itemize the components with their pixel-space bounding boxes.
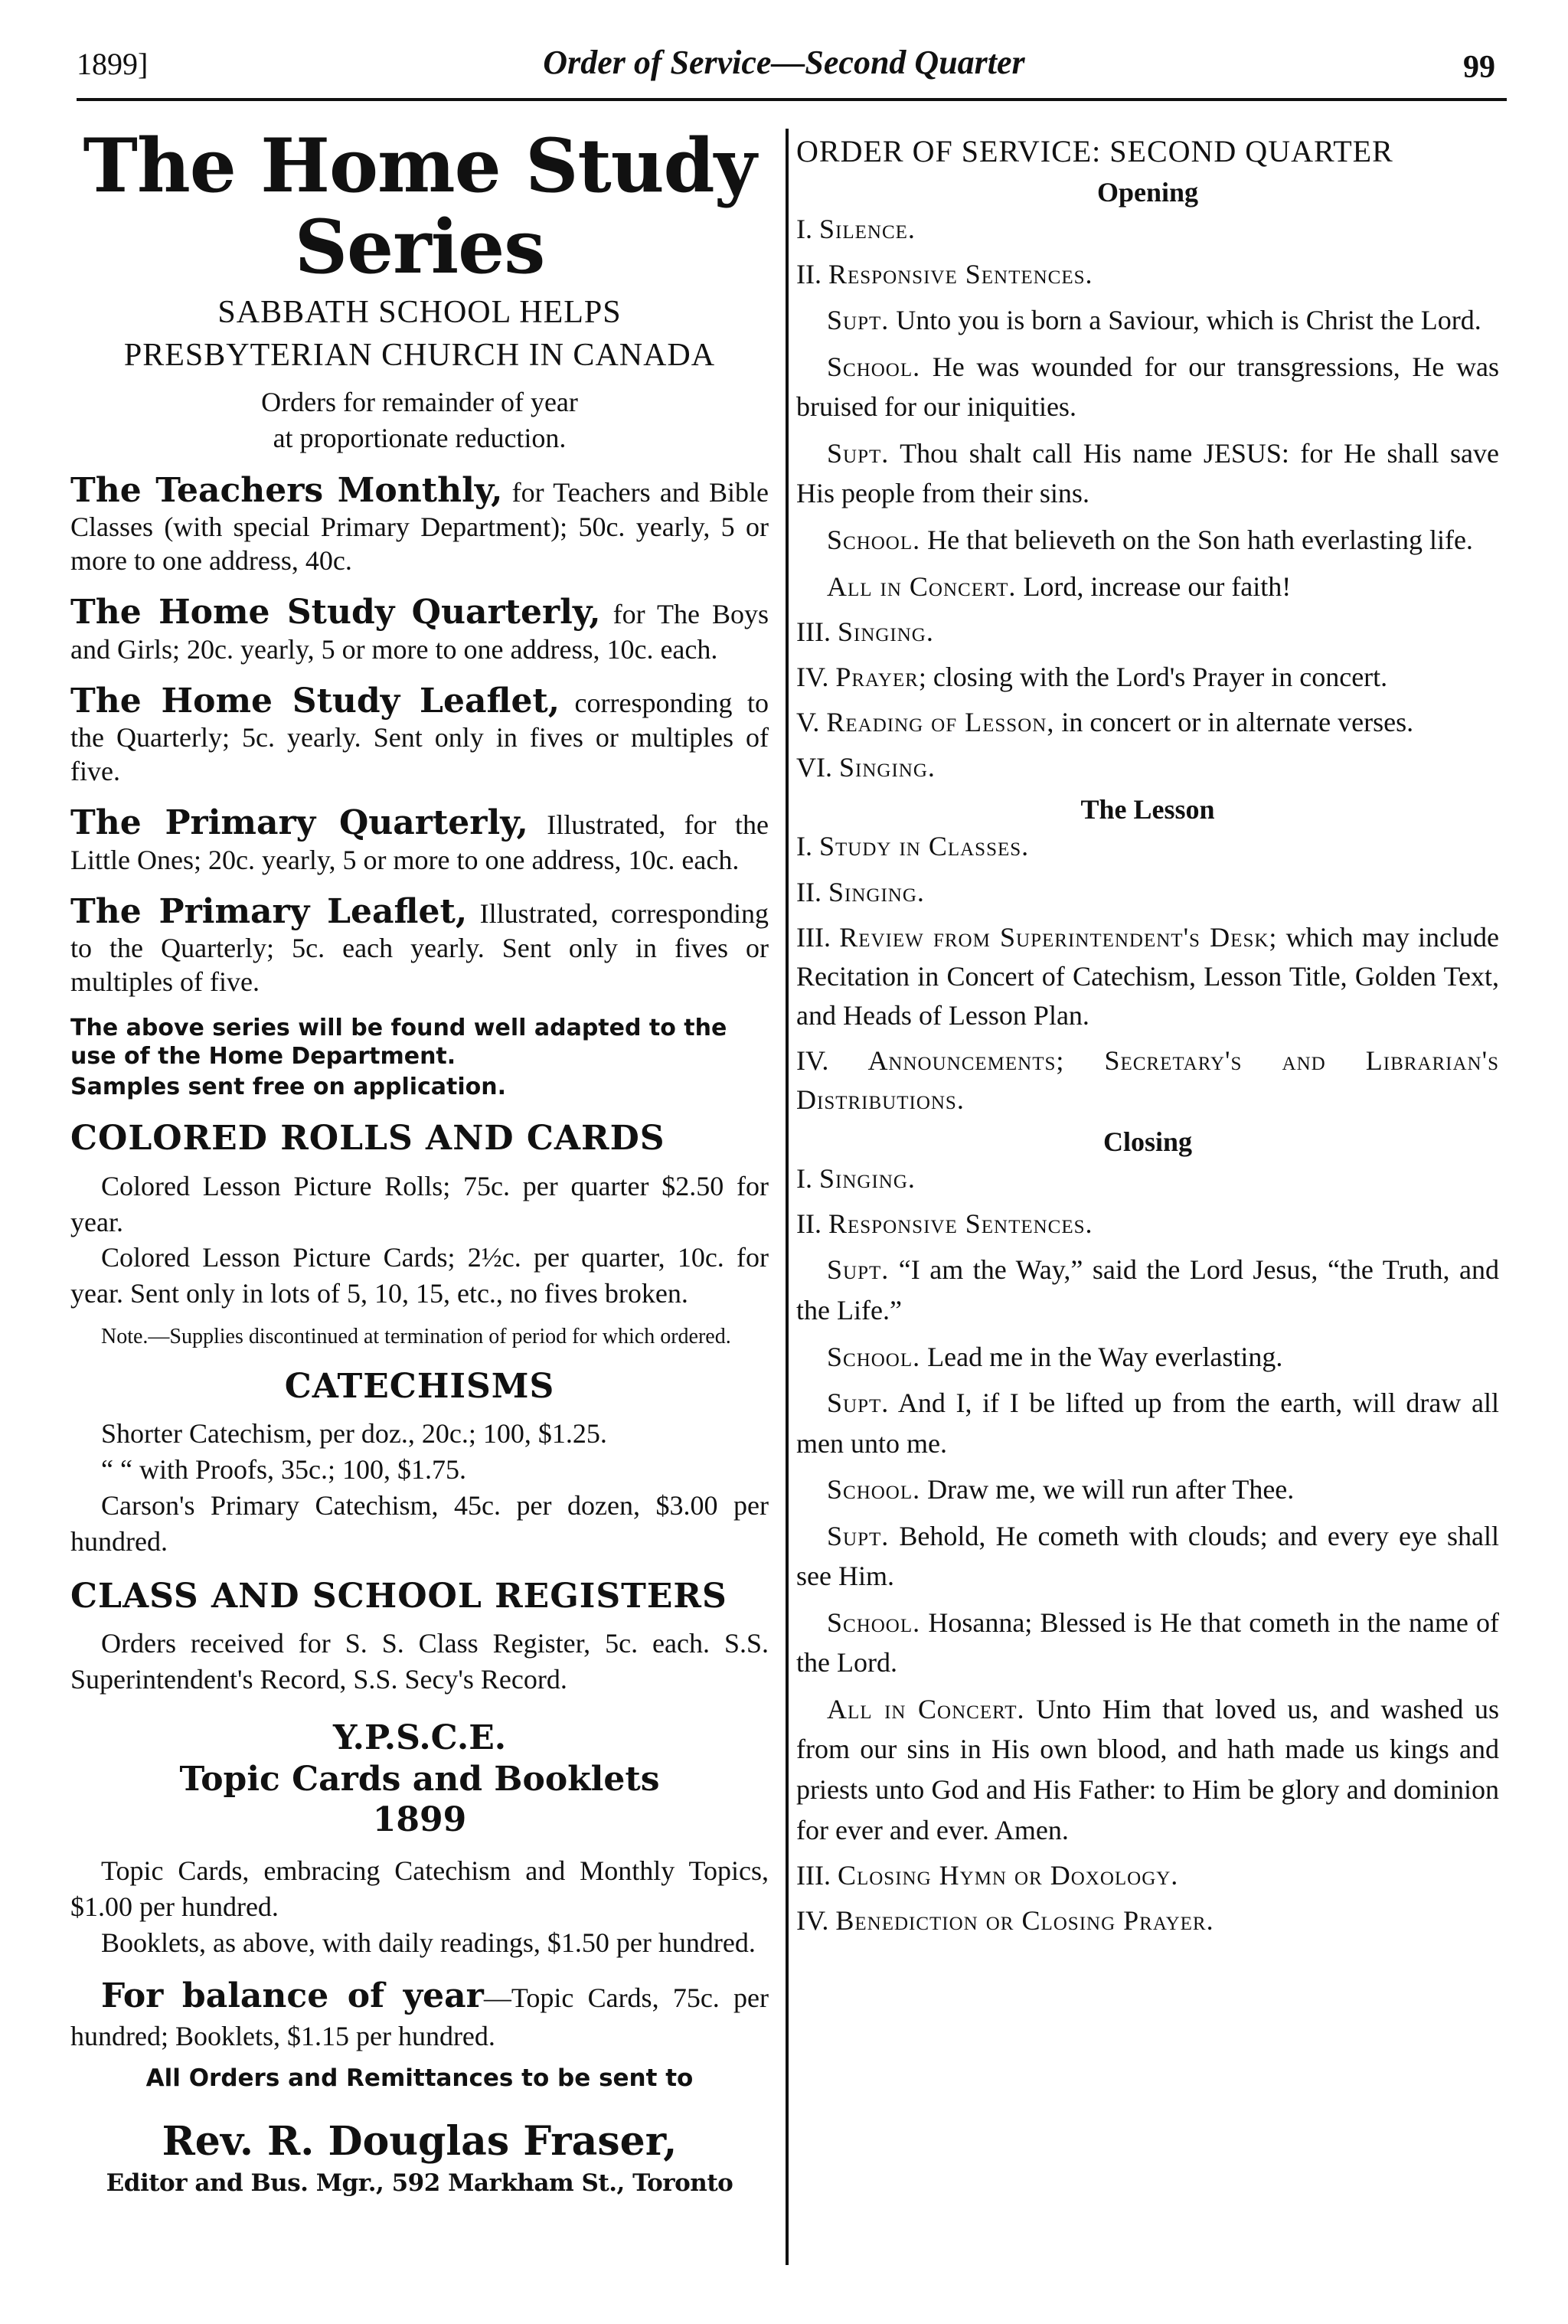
product-description: corresponding to the Quarterly; 5c. yearly. Sent only in fives or multiples of five. bbox=[70, 687, 769, 787]
rolls-text: Colored Lesson Picture Rolls; 75c. per quarter $2.50 for year. bbox=[70, 1170, 769, 1237]
responsive-sentence bbox=[796, 520, 1499, 561]
product-description: Illustrated, for the Little Ones; 20c. yearly, 5 or more to one address, 10c. each. bbox=[70, 809, 769, 875]
lesson-items bbox=[796, 827, 1499, 1120]
speaker: Supt. bbox=[827, 1520, 890, 1551]
item-label: Singing. bbox=[828, 876, 925, 907]
responsive-sentence bbox=[796, 433, 1499, 514]
responsive-sentence bbox=[796, 1383, 1499, 1463]
item-number: I. bbox=[796, 831, 819, 862]
service-item bbox=[796, 873, 1499, 912]
header-rule bbox=[77, 98, 1507, 101]
sentence-text: Unto you is born a Saviour, which is Christ the Lord. bbox=[889, 305, 1481, 336]
topic-text: Topic Cards, embracing Catechism and Monthly Topics, $1.00 per hundred. bbox=[70, 1855, 769, 1922]
page-number: 99 bbox=[1463, 50, 1495, 85]
item-label: Announcements; Secretary's and Librarian's Distributions. bbox=[796, 1045, 1499, 1116]
editor-address: Editor and Bus. Mgr., 592 Markham St., Toronto bbox=[106, 2169, 733, 2198]
running-title: Order of Service—Second Quarter bbox=[543, 44, 1025, 81]
product-name: The Primary Quarterly, bbox=[70, 803, 528, 843]
item-number: VI. bbox=[796, 752, 839, 783]
speaker: Supt. bbox=[827, 305, 890, 336]
item-text: ; closing with the Lord's Prayer in concert. bbox=[918, 662, 1388, 693]
service-item bbox=[796, 1856, 1499, 1895]
item-number: II. bbox=[796, 876, 828, 907]
opening-responses bbox=[796, 300, 1499, 606]
sentence-text: Draw me, we will run after Thee. bbox=[920, 1474, 1295, 1505]
item-label: Singing. bbox=[837, 616, 934, 648]
service-item bbox=[796, 1159, 1499, 1198]
responsive-sentence bbox=[796, 347, 1499, 427]
booklets-text: Booklets, as above, with daily readings, $1.50 per hundred. bbox=[101, 1927, 756, 1958]
item-number: I. bbox=[796, 1163, 819, 1195]
item-number: II. bbox=[796, 259, 828, 290]
product-name: The Primary Leaflet, bbox=[70, 891, 468, 931]
service-item bbox=[796, 613, 1499, 652]
catechism-line-2: “ “ with Proofs, 35c.; 100, $1.75. bbox=[101, 1454, 466, 1486]
responsive-sentence bbox=[796, 1516, 1499, 1597]
product-entry bbox=[70, 891, 769, 999]
series-title: The Home Study Series bbox=[83, 123, 756, 290]
product-description: for Teachers and Bible Classes (with special Primary Department); 50c. yearly, 5 or more to one address, 40c. bbox=[70, 476, 769, 577]
responsive-sentence bbox=[796, 1689, 1499, 1850]
responsive-sentence bbox=[796, 1603, 1499, 1683]
opening-items bbox=[796, 210, 1499, 294]
sentence-text: He was wounded for our transgressions, He was bruised for our iniquities. bbox=[796, 351, 1499, 423]
sentence-text: Behold, He cometh with clouds; and every eye shall see Him. bbox=[796, 1520, 1499, 1592]
sentence-text: Hosanna; Blessed is He that cometh in the name of the Lord. bbox=[796, 1607, 1499, 1678]
opening-heading: Opening bbox=[1096, 177, 1199, 208]
speaker: School. bbox=[827, 1341, 921, 1372]
item-number: I. bbox=[796, 214, 819, 244]
topic-heading: Topic Cards and Booklets bbox=[179, 1759, 660, 1799]
speaker: All in Concert. bbox=[827, 1693, 1025, 1724]
responsive-sentence bbox=[796, 1337, 1499, 1378]
orders-line-1: Orders for remainder of year bbox=[261, 387, 578, 418]
item-number: III. bbox=[796, 1860, 838, 1891]
item-number: IV. bbox=[796, 1045, 868, 1077]
product-description: Illustrated, corresponding to the Quarterly; 5c. each yearly. Sent only in fives or multiples of five. bbox=[70, 897, 769, 998]
item-number: II. bbox=[796, 1208, 828, 1240]
registers-heading: CLASS AND SCHOOL REGISTERS bbox=[70, 1576, 727, 1616]
orders-line-2: at proportionate reduction. bbox=[273, 422, 567, 453]
subtitle-church: PRESBYTERIAN CHURCH IN CANADA bbox=[123, 337, 716, 373]
supplies-note: Note.—Supplies discontinued at termination of period for which ordered. bbox=[101, 1325, 731, 1349]
all-orders-note: All Orders and Remittances to be sent to bbox=[145, 2064, 694, 2093]
speaker: All in Concert. bbox=[827, 570, 1017, 602]
item-text: in concert or in alternate verses. bbox=[1054, 707, 1414, 738]
speaker: Supt. bbox=[827, 1254, 890, 1286]
item-number: V. bbox=[796, 707, 827, 738]
column-rule bbox=[786, 129, 789, 2265]
product-entry bbox=[70, 592, 769, 667]
samples-note: Samples sent free on application. bbox=[70, 1074, 507, 1101]
registers-text: Orders received for S. S. Class Register, 5c. each. S.S. Superintendent's Record, S.S. Secy's Record. bbox=[70, 1628, 769, 1695]
left-column bbox=[70, 123, 769, 2197]
item-label: Study in Classes. bbox=[819, 831, 1030, 862]
item-label: Closing Hymn or Doxology. bbox=[837, 1860, 1179, 1891]
item-text: which may include Recitation in Concert of Catechism, Lesson Title, Golden Text, and Heads of Lesson Plan. bbox=[796, 921, 1500, 1031]
sentence-text: Lead me in the Way everlasting. bbox=[920, 1341, 1283, 1372]
speaker: School. bbox=[827, 524, 921, 555]
closing-rest-items bbox=[796, 1856, 1499, 1940]
responsive-sentence bbox=[796, 1469, 1499, 1510]
series-note: The above series will be found well adapted to the use of the Home Department. bbox=[70, 1015, 727, 1070]
ypsce-heading: Y.P.S.C.E. bbox=[332, 1718, 507, 1757]
sentence-text: Unto Him that loved us, and washed us from our sins in His own blood, and hath made us kings and priests unto God and His Father: to Him be glory and dominion for ever and ever. Amen. bbox=[796, 1693, 1499, 1845]
service-item bbox=[796, 1901, 1499, 1940]
item-label: Benediction or Closing Prayer. bbox=[835, 1905, 1214, 1937]
closing-items bbox=[796, 1159, 1499, 1244]
product-name: The Home Study Leaflet, bbox=[70, 681, 560, 721]
balance-text: —Topic Cards, 75c. per hundred; Booklets, $1.15 per hundred. bbox=[70, 1982, 769, 2051]
item-number: IV. bbox=[796, 1905, 836, 1937]
sentence-text: “I am the Way,” said the Lord Jesus, “the Truth, and the Life.” bbox=[796, 1254, 1499, 1326]
responsive-sentence bbox=[796, 300, 1499, 341]
product-entry bbox=[70, 802, 769, 878]
item-label: Silence. bbox=[819, 214, 916, 244]
product-entry bbox=[70, 681, 769, 789]
subtitle-sabbath: SABBATH SCHOOL HELPS bbox=[217, 295, 622, 331]
speaker: Supt. bbox=[827, 437, 890, 469]
product-name: The Home Study Quarterly, bbox=[70, 593, 601, 632]
right-column bbox=[796, 124, 1499, 1946]
balance-paragraph bbox=[70, 1974, 769, 2054]
item-number: IV. bbox=[796, 662, 836, 693]
service-item bbox=[796, 748, 1499, 787]
year-label: 1899] bbox=[77, 47, 149, 81]
lesson-heading: The Lesson bbox=[1080, 794, 1215, 825]
rolls-heading: COLORED ROLLS AND CARDS bbox=[70, 1119, 665, 1159]
item-label: Review from Superintendent's Desk; bbox=[839, 921, 1278, 953]
sentence-text: He that believeth on the Son hath everlasting life. bbox=[920, 524, 1473, 555]
item-label: Singing. bbox=[839, 752, 936, 783]
sentence-text: And I, if I be lifted up from the earth, will draw all men unto me. bbox=[796, 1388, 1499, 1459]
item-label: Prayer bbox=[835, 662, 919, 693]
balance-bold: For balance of year bbox=[101, 1976, 484, 2016]
service-item bbox=[796, 210, 1499, 249]
product-description: for The Boys and Girls; 20c. yearly, 5 or more to one address, 10c. each. bbox=[70, 599, 769, 665]
sentence-text: Thou shalt call His name JESUS: for He shall save His people from their sins. bbox=[796, 437, 1499, 509]
editor-name: Rev. R. Douglas Fraser, bbox=[162, 2118, 678, 2165]
service-item bbox=[796, 827, 1499, 866]
product-list bbox=[70, 470, 769, 1000]
closing-heading: Closing bbox=[1102, 1126, 1193, 1158]
service-item bbox=[796, 703, 1499, 742]
item-number: III. bbox=[796, 921, 840, 953]
service-item bbox=[796, 1204, 1499, 1244]
opening-rest-items bbox=[796, 613, 1499, 787]
item-label: Responsive Sentences. bbox=[828, 259, 1093, 290]
closing-responses bbox=[796, 1250, 1499, 1850]
service-item bbox=[796, 1041, 1499, 1120]
responsive-sentence bbox=[796, 567, 1499, 607]
speaker: School. bbox=[827, 1607, 921, 1638]
service-item bbox=[796, 918, 1499, 1035]
speaker: School. bbox=[827, 351, 921, 382]
item-label: Singing. bbox=[819, 1163, 916, 1195]
product-name: The Teachers Monthly, bbox=[70, 470, 503, 510]
item-number: III. bbox=[796, 616, 838, 648]
topic-year: 1899 bbox=[372, 1800, 467, 1840]
service-item bbox=[796, 255, 1499, 294]
cards-text: Colored Lesson Picture Cards; 2½c. per quarter, 10c. for year. Sent only in lots of 5, 10, 15, etc., no fives broken. bbox=[70, 1242, 769, 1309]
item-label: Responsive Sentences. bbox=[828, 1208, 1093, 1240]
service-item bbox=[796, 658, 1499, 697]
item-label: Reading of Lesson, bbox=[826, 707, 1055, 738]
service-title: ORDER OF SERVICE: SECOND QUARTER bbox=[796, 134, 1393, 168]
speaker: Supt. bbox=[827, 1388, 890, 1419]
catechism-line-3: Carson's Primary Catechism, 45c. per dozen, $3.00 per hundred. bbox=[70, 1490, 769, 1557]
responsive-sentence bbox=[796, 1250, 1499, 1330]
catechisms-heading: CATECHISMS bbox=[284, 1366, 555, 1406]
catechism-line-1: Shorter Catechism, per doz., 20c.; 100, $1.25. bbox=[101, 1418, 607, 1450]
product-entry bbox=[70, 470, 769, 578]
speaker: School. bbox=[827, 1474, 921, 1505]
sentence-text: Lord, increase our faith! bbox=[1016, 570, 1292, 602]
